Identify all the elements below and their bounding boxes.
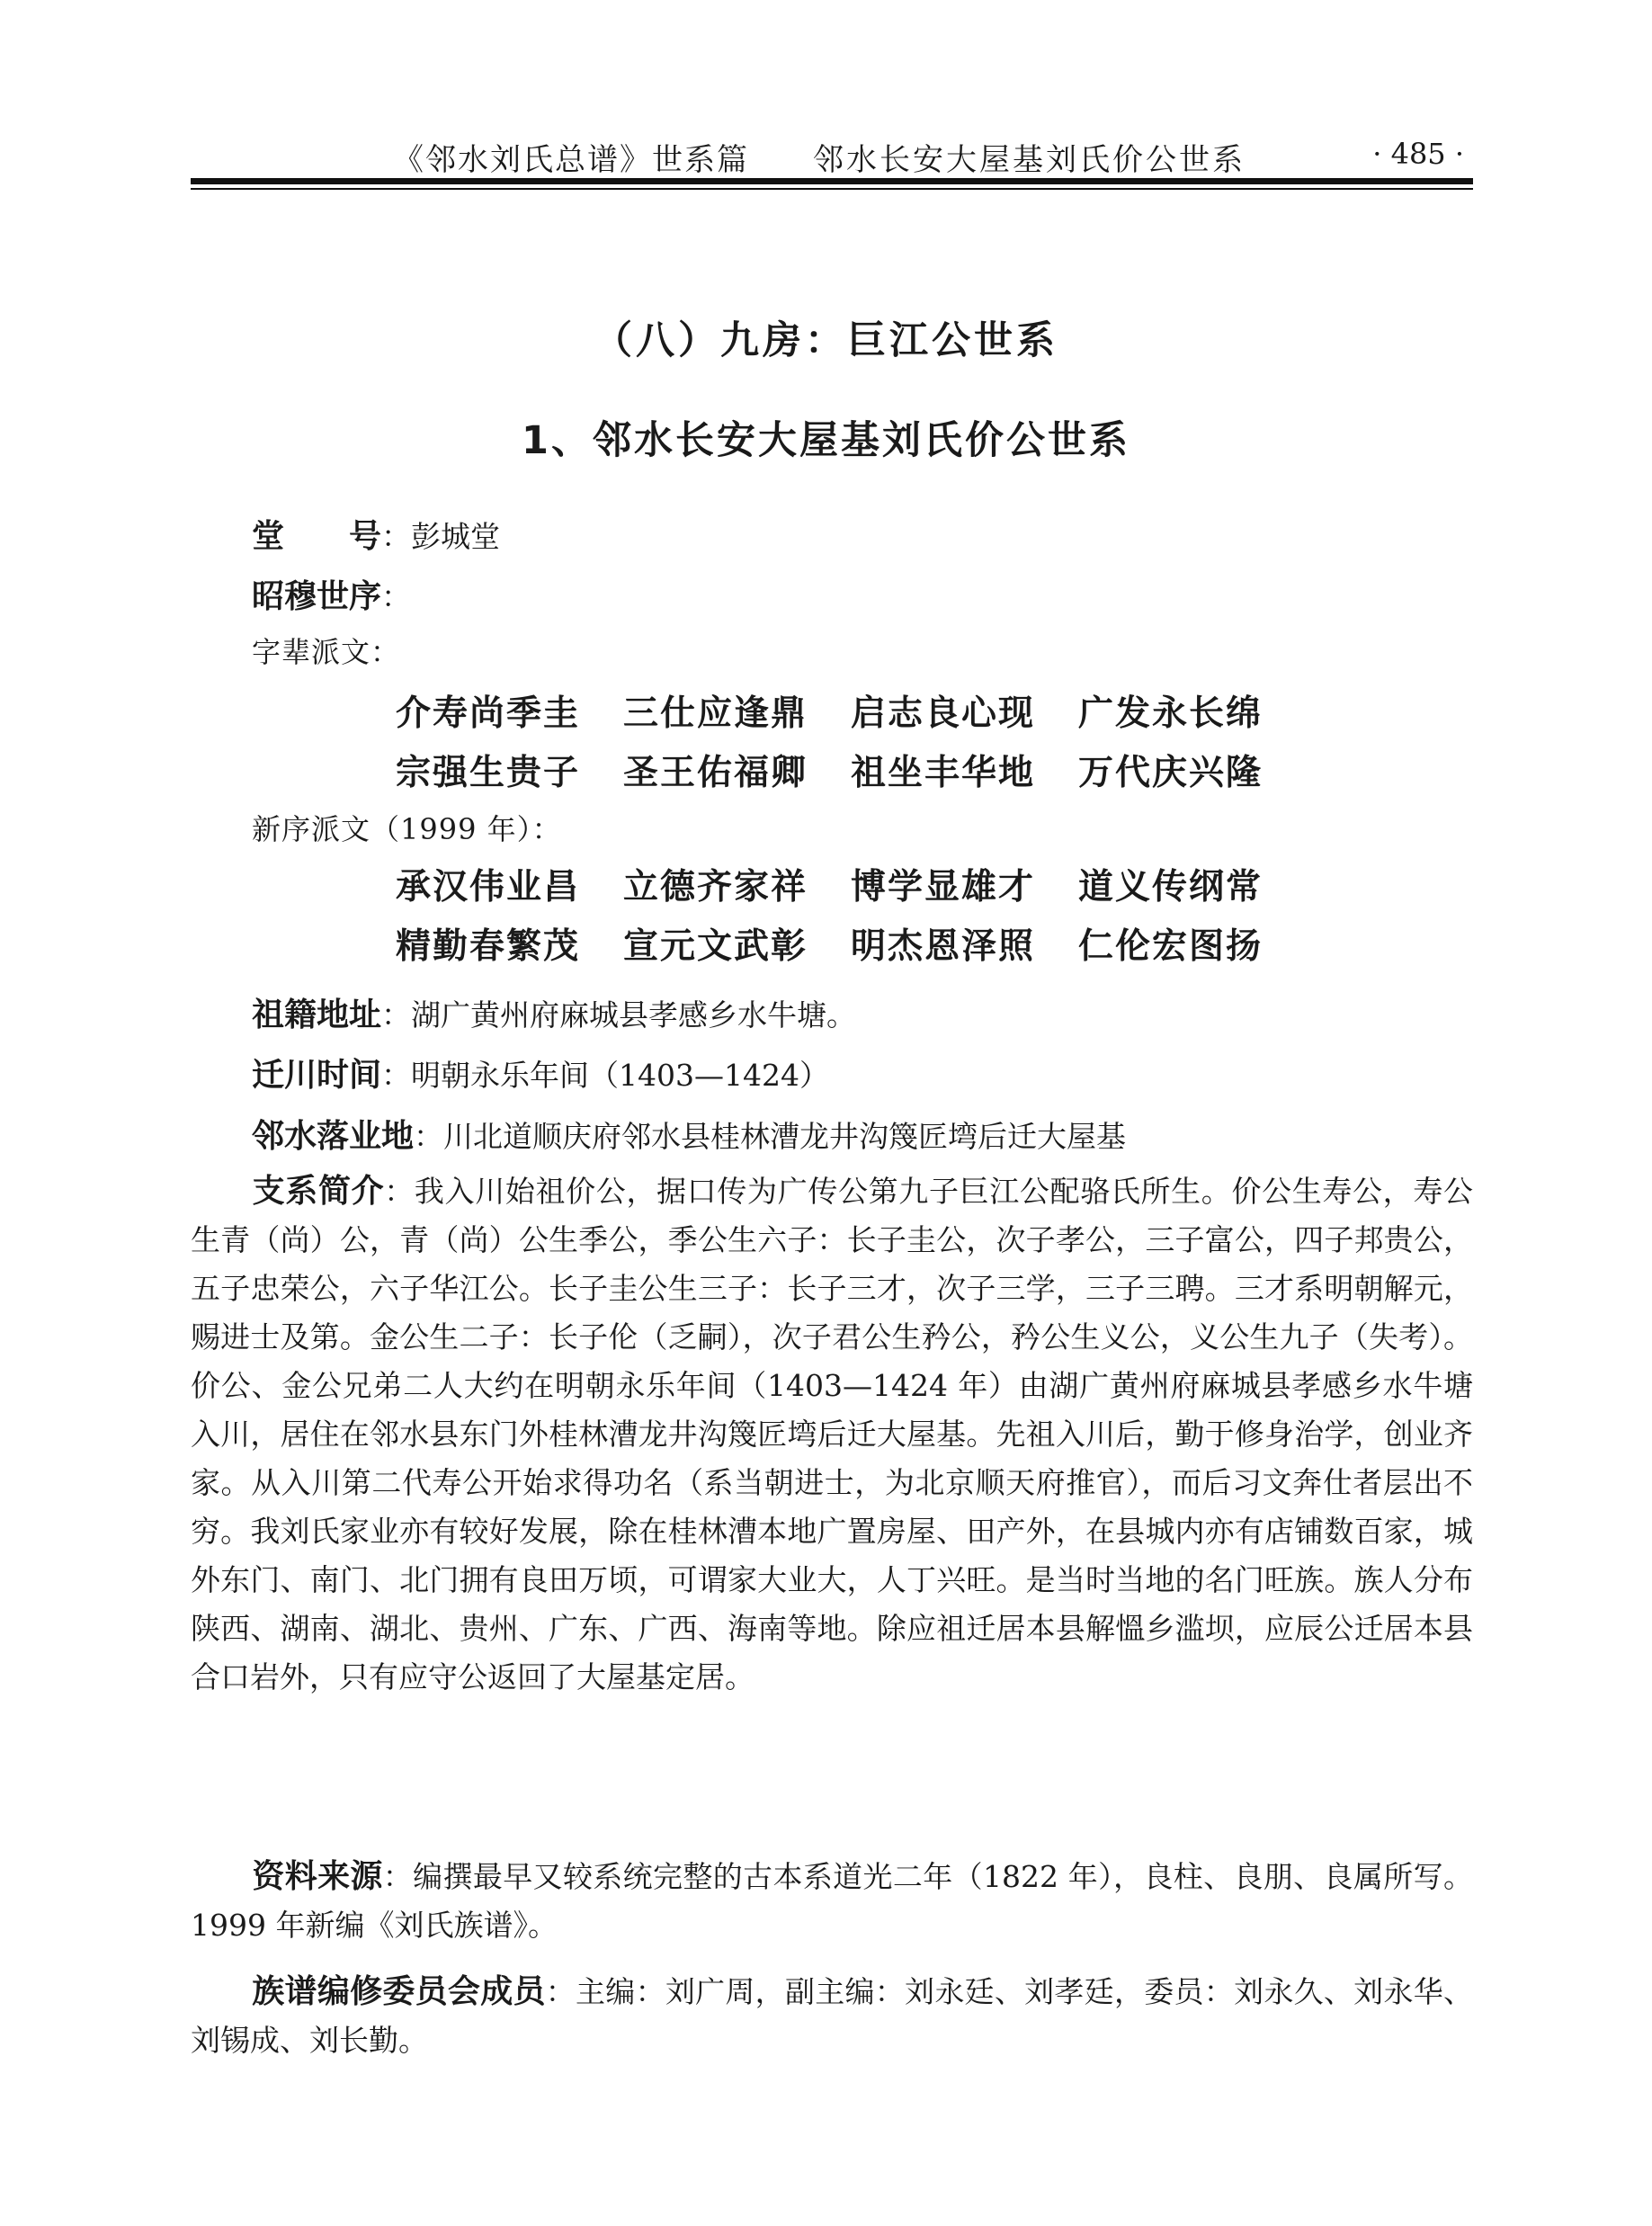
- poem-phrase: 宣元文武彰: [623, 926, 808, 967]
- sources-label: 资料来源: [252, 1858, 383, 1895]
- new-poem-line-1: [396, 859, 1306, 909]
- book-title: 《邻水刘氏总谱》世系篇: [393, 142, 749, 178]
- branch-intro-paragraph: [191, 1167, 1473, 1702]
- poem-phrase: 博学显雄才: [851, 867, 1036, 907]
- poem-phrase: 立德齐家祥: [623, 867, 808, 907]
- page-number: · 485 ·: [1372, 137, 1464, 171]
- migration-time-label: 迁川时间: [252, 1057, 382, 1094]
- header-rule-thick: [191, 178, 1473, 184]
- header-rule-thin: [191, 188, 1473, 190]
- poem-phrase: 明杰恩泽照: [851, 926, 1036, 967]
- sources-text: ：编撰最早又较系统完整的古本系道光二年（1822 年），良柱、良朋、良属所写。1999 年新编《刘氏族谱》。: [191, 1859, 1473, 1943]
- branch-intro-label: 支系简介: [252, 1173, 385, 1210]
- migration-time-row: [252, 1050, 829, 1095]
- poem-phrase: 宗强生贵子: [396, 753, 581, 793]
- ancestral-address-value: ：湖广黄州府麻城县孝感乡水牛塘。: [381, 997, 857, 1033]
- poem-phrase: 万代庆兴隆: [1078, 753, 1264, 793]
- hall-name-row: [252, 511, 500, 557]
- branch-intro-text: ：我入川始祖价公，据口传为广传公第九子巨江公配骆氏所生。价公生寿公，寿公生青（尚）公，青（尚）公生季公，季公生六子：长子圭公，次子孝公，三子富公，四子邦贵公，五子忠荣公，六子华江公。长子圭公生三子：长子三才，次子三学，三子三聘。三才系明朝解元，赐进士及第。金公生二子：长子伦（乏嗣），次子君公生矜公，矜公生义公，义公生九子（失考）。价公、金公兄弟二人大约在明朝永乐年间（1403—1424 年）由湖广黄州府麻城县孝感乡水牛塘入川，居住在邻水县东门外桂林漕龙井沟篾匠塆后迁大屋基。先祖入川后，勤于修身治学，创业齐家。从入川第二代寿公开始求得功名（系当朝进士，为北京顺天府推官），而后习文奔仕者层出不穷。我刘氏家业亦有较好发展，除在桂林漕本地广置房屋、田产外，在县城内亦有店铺数百家，城外东门、南门、北门拥有良田万顷，可谓家大业大，人丁兴旺。是当时当地的名门旺族。族人分布陕西、湖南、湖北、贵州、广东、广西、海南等地。除应祖迁居本县解慍乡滥坝，应辰公迁居本县合口岩外，只有应守公返回了大屋基定居。: [191, 1174, 1473, 1694]
- settlement-label: 邻水落业地: [252, 1118, 415, 1155]
- committee-label: 族谱编修委员会成员: [252, 1973, 546, 2010]
- hall-name-label: 堂 号: [252, 518, 382, 555]
- settlement-value: ：川北道顺庆府邻水县桂林漕龙井沟篾匠塆后迁大屋基: [414, 1119, 1127, 1154]
- generation-order-label: 昭穆世序: [252, 578, 382, 615]
- poem-phrase: 圣王佑福卿: [623, 753, 808, 793]
- new-poem-line-2: [396, 918, 1306, 969]
- old-poem-label: 字辈派文：: [252, 635, 401, 669]
- section-title: 邻水长安大屋基刘氏价公世系: [813, 142, 1246, 178]
- old-poem-line-1: [396, 685, 1306, 736]
- poem-phrase: 精勤春繁茂: [396, 926, 581, 967]
- poem-phrase: 广发永长绵: [1078, 693, 1264, 734]
- running-header: [191, 135, 1473, 180]
- generation-order-value: ：: [381, 579, 412, 614]
- old-poem-line-2: [396, 745, 1306, 795]
- poem-phrase: 祖坐丰华地: [851, 753, 1036, 793]
- poem-phrase: 三仕应逢鼎: [623, 693, 808, 734]
- ancestral-address-row: [252, 989, 856, 1035]
- generation-order-row: [252, 571, 411, 617]
- poem-phrase: 道义传纲常: [1078, 867, 1264, 907]
- poem-phrase: 启志良心现: [851, 693, 1036, 734]
- ancestral-address-label: 祖籍地址: [252, 997, 382, 1033]
- section-heading: 1、邻水长安大屋基刘氏价公世系: [522, 418, 1130, 463]
- chapter-title: （八）九房：巨江公世系: [594, 318, 1058, 363]
- sources-paragraph: [191, 1853, 1473, 1950]
- poem-phrase: 介寿尚季圭: [396, 693, 581, 734]
- settlement-row: [252, 1111, 1126, 1157]
- poem-phrase: 承汉伟业昌: [396, 867, 581, 907]
- committee-text: ：主编：刘广周，副主编：刘永廷、刘孝廷，委员：刘永久、刘永华、刘锡成、刘长勤。: [191, 1974, 1473, 2058]
- hall-name-value: ：彭城堂: [381, 519, 501, 554]
- migration-time-value: ：明朝永乐年间（1403—1424）: [381, 1058, 829, 1093]
- committee-paragraph: [191, 1968, 1473, 2065]
- new-poem-label: 新序派文（1999 年）：: [252, 812, 562, 846]
- poem-phrase: 仁伦宏图扬: [1078, 926, 1264, 967]
